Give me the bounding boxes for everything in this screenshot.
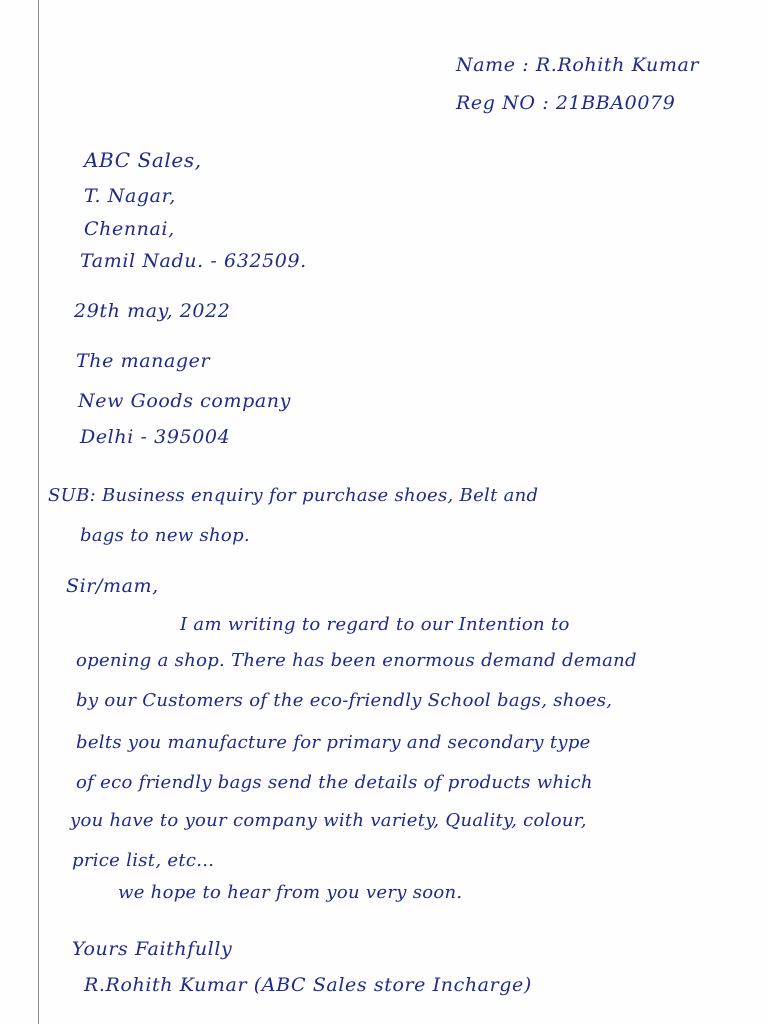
body-line: of eco friendly bags send the details of products which <box>76 772 593 793</box>
recipient-address-line: The manager <box>76 350 211 372</box>
closing: Yours Faithfully <box>72 938 233 960</box>
salutation: Sir/mam, <box>66 575 159 597</box>
sender-address-line: T. Nagar, <box>84 185 176 207</box>
signature: R.Rohith Kumar (ABC Sales store Incharge) <box>84 974 532 996</box>
margin-line <box>38 0 39 1024</box>
recipient-address-line: Delhi - 395004 <box>80 426 231 448</box>
sender-address-line: ABC Sales, <box>84 148 202 172</box>
sender-address-line: Chennai, <box>84 218 175 240</box>
body-line: you have to your company with variety, Quality, colour, <box>70 810 587 831</box>
student-name: Name : R.Rohith Kumar <box>456 54 700 76</box>
body-line: we hope to hear from you very soon. <box>118 882 463 903</box>
body-line: I am writing to regard to our Intention to <box>180 614 570 635</box>
body-line: price list, etc... <box>72 850 215 871</box>
letter-date: 29th may, 2022 <box>74 300 231 322</box>
body-line: opening a shop. There has been enormous demand demand <box>76 650 637 671</box>
recipient-address-line: New Goods company <box>78 390 291 412</box>
registration-number: Reg NO : 21BBA0079 <box>456 92 676 114</box>
body-line: belts you manufacture for primary and secondary type <box>76 732 591 753</box>
subject-line: SUB: Business enquiry for purchase shoes, Belt and <box>48 485 539 506</box>
body-line: by our Customers of the eco-friendly School bags, shoes, <box>76 690 613 711</box>
sender-address-line: Tamil Nadu. - 632509. <box>80 250 307 272</box>
subject-line: bags to new shop. <box>80 525 250 546</box>
